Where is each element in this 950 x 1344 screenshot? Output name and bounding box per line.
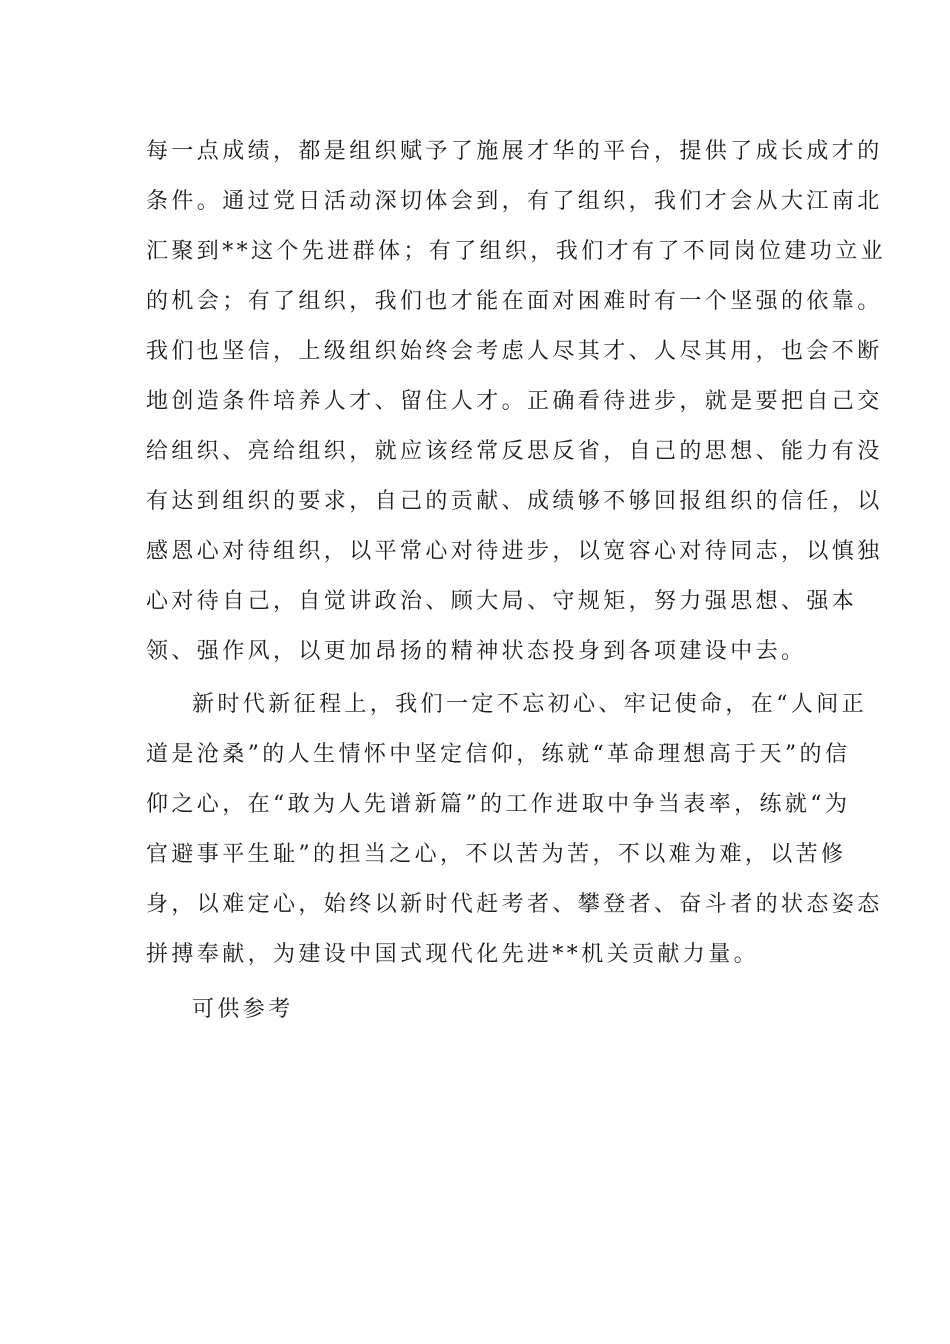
paragraph-line: 我们也坚信，上级组织始终会考虑人尽其才、人尽其用，也会不断 <box>146 339 883 364</box>
paragraph-line: 给组织、亮给组织，就应该经常反思反省，自己的思想、能力有没 <box>146 439 883 464</box>
paragraph-line: 仰之心，在“敢为人先谱新篇”的工作进取中争当表率，练就“为 <box>146 792 851 817</box>
paragraph-line: 的机会；有了组织，我们也才能在面对困难时有一个坚强的依靠。 <box>146 289 883 314</box>
paragraph-line: 有达到组织的要求，自己的贡献、成绩够不够回报组织的信任，以 <box>146 489 883 514</box>
paragraph-line: 汇聚到**这个先进群体；有了组织，我们才有了不同岗位建功立业 <box>146 239 887 264</box>
paragraph-3 <box>146 985 796 1035</box>
paragraph-line: 拼搏奉献，为建设中国式现代化先进**机关贡献力量。 <box>146 942 760 967</box>
paragraph-line: 道是沧桑”的人生情怀中坚定信仰，练就“革命理想高于天”的信 <box>146 742 851 767</box>
paragraph-line: 条件。通过党日活动深切体会到，有了组织，我们才会从大江南北 <box>146 189 883 214</box>
paragraph-line: 领、强作风，以更加昂扬的精神状态投身到各项建设中去。 <box>146 639 807 664</box>
closing-note: 可供参考 <box>192 997 294 1022</box>
paragraph-line: 身，以难定心，始终以新时代赶考者、攀登者、奋斗者的状态姿态 <box>146 892 883 917</box>
paragraph-line: 新时代新征程上，我们一定不忘初心、牢记使命，在“人间正 <box>192 692 868 717</box>
paragraph-line: 地创造条件培养人才、留住人才。正确看待进步，就是要把自己交 <box>146 389 883 414</box>
paragraph-2 <box>146 680 883 980</box>
paragraph-line: 每一点成绩，都是组织赋予了施展才华的平台，提供了成长成才的 <box>146 139 883 164</box>
paragraph-1 <box>146 127 887 677</box>
paragraph-line: 心对待自己，自觉讲政治、顾大局、守规矩，努力强思想、强本 <box>146 589 858 614</box>
paragraph-line: 感恩心对待组织，以平常心对待进步，以宽容心对待同志，以慎独 <box>146 539 883 564</box>
paragraph-line: 官避事平生耻”的担当之心，不以苦为苦，不以难为难，以苦修 <box>146 842 847 867</box>
